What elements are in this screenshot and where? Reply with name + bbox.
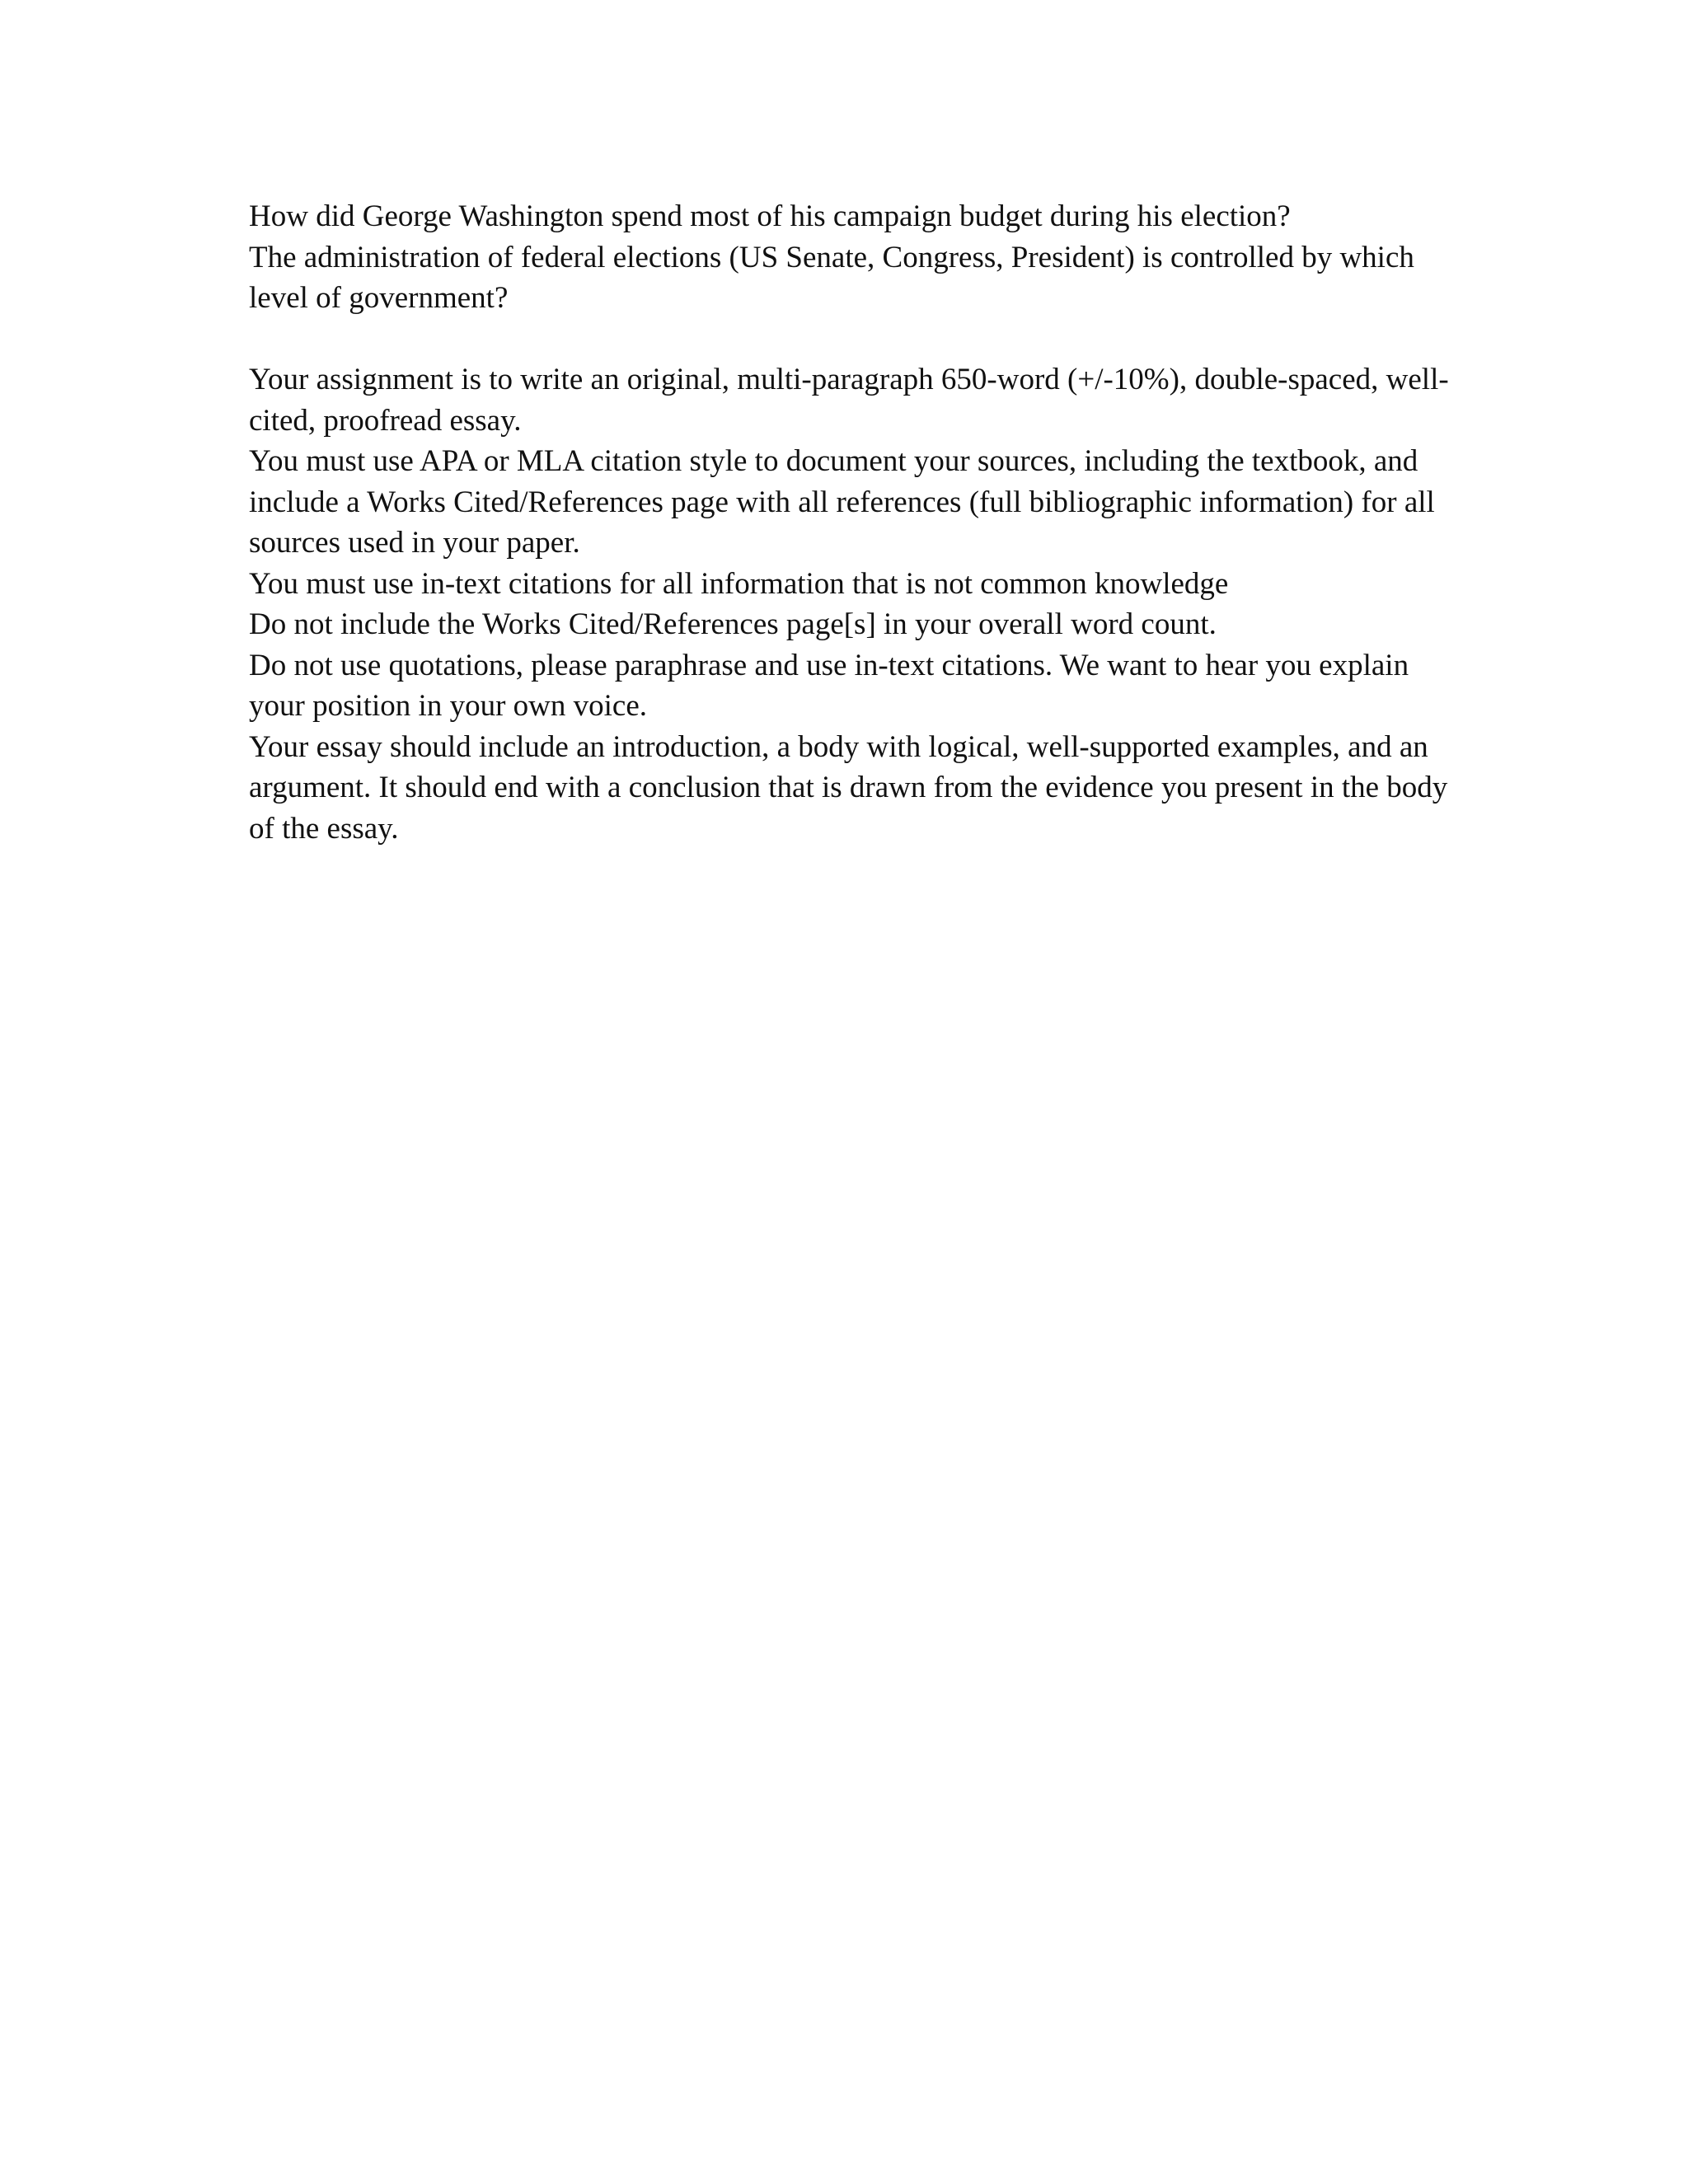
instruction-in-text-citations: You must use in-text citations for all information that is not common knowledge xyxy=(249,566,1229,601)
instruction-essay-structure: Your essay should include an introduction, a body with logical, well-supported examples, and an argument. It should end with a conclusion that is drawn from the evidence you present in the body of the essay. xyxy=(249,729,1448,846)
instruction-no-quotations: Do not use quotations, please paraphrase and use in-text citations. We want to hear you explain your position in your own voice. xyxy=(249,648,1409,723)
instruction-essay-requirements: Your assignment is to write an original, multi-paragraph 650-word (+/-10%), double-spaced, well-cited, proofread essay. xyxy=(249,363,1449,438)
question-election-administration: The administration of federal elections (US Senate, Congress, President) is controlled by which level of government? xyxy=(249,240,1414,315)
paragraph-spacer xyxy=(249,319,1452,360)
instruction-word-count: Do not include the Works Cited/References page[s] in your overall word count. xyxy=(249,607,1217,641)
instruction-citation-style: You must use APA or MLA citation style to document your sources, including the textbook, and include a Works Cited/References page with all references (full bibliographic information) for all sources used in your paper. xyxy=(249,444,1435,560)
question-washington-budget: How did George Washington spend most of his campaign budget during his election? xyxy=(249,199,1291,233)
document-body xyxy=(249,196,1452,849)
